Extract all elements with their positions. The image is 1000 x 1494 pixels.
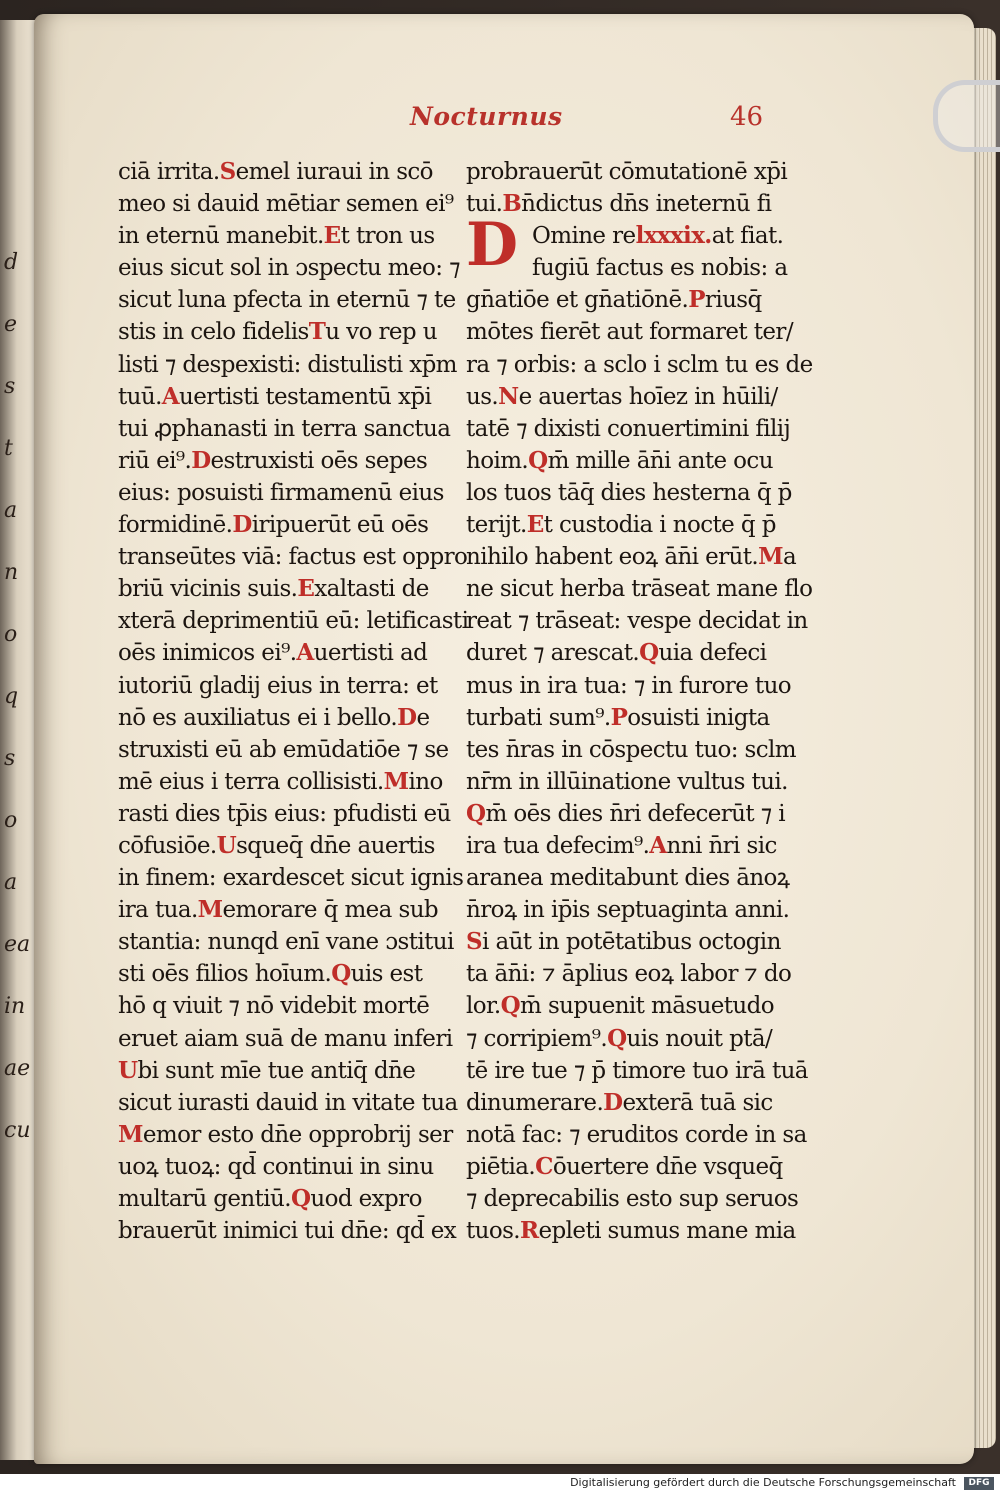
text-line — [466, 316, 826, 348]
line-text: piētia. — [466, 1153, 536, 1180]
line-text: at fiat. — [711, 223, 784, 250]
rubric-initial: M — [758, 543, 783, 571]
line-text: struxisti eū ab emūdatiōe ⁊ se — [118, 736, 449, 763]
text-line — [466, 1023, 826, 1055]
text-line — [118, 381, 468, 413]
line-text: notā fac: ⁊ eruditos corde in sa — [466, 1121, 807, 1148]
line-text: uoꝝ tuoꝝ: qd̄ continui in sinu — [118, 1153, 434, 1180]
text-line — [118, 958, 468, 990]
text-line — [466, 1151, 826, 1183]
facing-page-fragment: a — [4, 870, 18, 895]
text-line — [466, 926, 826, 958]
line-text: us. — [466, 383, 499, 410]
text-line — [466, 284, 826, 316]
facing-page-fragment: q — [4, 684, 19, 709]
rubric-initial: T — [308, 318, 326, 346]
folio-number: 46 — [730, 102, 764, 132]
line-text: n̄roꝝ in ip̄is septuaginta anni. — [466, 897, 790, 924]
text-line — [118, 1119, 468, 1151]
facing-page-fragment: ae — [4, 1056, 31, 1081]
line-text: duret ⁊ arescat. — [466, 640, 640, 667]
text-line — [118, 734, 468, 766]
text-line — [118, 252, 468, 284]
text-line — [466, 766, 826, 798]
line-text: briū vicinis suis. — [118, 576, 298, 603]
text-line — [466, 862, 826, 894]
rubric-initial: M — [383, 767, 409, 795]
line-text: tes n̄ras in cōspectu tuo: sclm — [466, 736, 797, 763]
line-text: t tron us — [340, 223, 435, 250]
text-line — [118, 188, 468, 220]
text-line — [466, 349, 826, 381]
line-text: ino — [408, 768, 443, 795]
text-line — [118, 156, 468, 188]
rubric-initial: C — [535, 1152, 553, 1180]
line-text: squeq̄ dn̄e auertis — [236, 832, 435, 859]
text-line — [118, 926, 468, 958]
rubric-initial: S — [466, 928, 483, 956]
text-line — [466, 413, 826, 445]
line-text: ⁊ corripiem⁹. — [466, 1025, 608, 1052]
line-text: n̄dictus dn̄s ineternū fi — [521, 191, 772, 218]
line-text: eius sicut sol in ɔspectu meo: ⁊ — [118, 255, 460, 282]
drop-initial: D — [466, 210, 519, 280]
rubric-initial: A — [296, 639, 314, 667]
text-line — [118, 445, 468, 477]
line-text: hoim. — [466, 447, 529, 474]
line-text: oēs inimicos ei⁹. — [118, 640, 297, 667]
line-text: nō es auxiliatus ei i bello. — [118, 704, 398, 731]
facing-page-fragment: ea — [4, 932, 31, 957]
line-text: stantia: nunqd enī vane ɔstitui — [118, 929, 454, 956]
rubric-initial: E — [297, 575, 315, 603]
line-text: t custodia i nocte q̄ p̄ — [543, 512, 776, 539]
line-text: listi ⁊ despexisti: distulisti xp̄m — [118, 351, 457, 378]
text-line — [466, 958, 826, 990]
text-line — [118, 541, 468, 573]
text-line — [466, 798, 826, 830]
rubric-initial: D — [397, 703, 417, 731]
line-text: stis in celo fidelis — [118, 319, 309, 346]
rubric-initial: E — [323, 222, 341, 250]
text-line — [466, 509, 826, 541]
text-line — [118, 990, 468, 1022]
facing-page-fragment: e — [4, 312, 18, 337]
text-line — [466, 1055, 826, 1087]
right-text-column — [466, 156, 826, 1247]
text-line — [118, 605, 468, 637]
line-text: ira tua. — [118, 897, 198, 924]
text-line — [466, 830, 826, 862]
line-text: exterā tuā sic — [622, 1089, 773, 1116]
text-line — [466, 990, 826, 1022]
line-text: mōtes fierēt aut formaret ter/ — [466, 319, 793, 346]
text-line — [466, 637, 826, 669]
line-text: tatē ⁊ dixisti conuertimini filij — [466, 415, 791, 442]
facing-page-fragment: t — [4, 436, 13, 461]
rubric-initial: D — [603, 1088, 623, 1116]
rubric-initial: Q — [466, 799, 486, 827]
facing-page-fragment: o — [4, 808, 18, 833]
text-line — [118, 894, 468, 926]
rubric-initial: N — [498, 382, 519, 410]
line-text: emor esto dn̄e opprobrij ser — [142, 1121, 453, 1148]
line-text: a — [782, 544, 797, 571]
facing-page-fragment: cu — [4, 1118, 31, 1143]
rubric-initial: D — [191, 446, 211, 474]
facing-page-fragment: n — [4, 560, 19, 585]
line-text: turbati sum⁹. — [466, 704, 611, 731]
facing-page-fragment: a — [4, 498, 18, 523]
rubric-initial: A — [161, 382, 180, 410]
running-title: Nocturnus — [410, 102, 563, 131]
line-text: rasti dies tp̄is eius: pfudisti eū — [118, 800, 451, 827]
facing-page-fragment: o — [4, 622, 18, 647]
line-text: eruet aiam suā de manu inferi — [118, 1025, 453, 1052]
line-text: lor. — [466, 993, 501, 1020]
line-text: terijt. — [466, 512, 527, 539]
footer-bar — [0, 1474, 1000, 1494]
line-text: reat ⁊ trāseat: vespe decidat in — [466, 608, 808, 635]
facing-page-fragment: s — [4, 746, 16, 771]
text-line — [118, 830, 468, 862]
rubric-initial: Q — [500, 992, 521, 1020]
line-text: i aūt in potētatibus octogin — [482, 929, 781, 956]
line-text: emorare q̄ mea sub — [222, 897, 439, 924]
dfg-logo: DFG — [964, 1477, 994, 1490]
text-line — [466, 541, 826, 573]
line-text: nihilo habent eoꝝ ān̄i erūt. — [466, 544, 759, 571]
line-text: formidinē. — [118, 512, 233, 539]
line-text: in finem: exardescet sicut ignis — [118, 865, 464, 892]
line-text: los tuos tāq̄ dies hesterna q̄ p̄ — [466, 479, 792, 506]
line-text: estruxisti oēs sepes — [210, 447, 428, 474]
line-text: riū ei⁹. — [118, 447, 192, 474]
text-line — [466, 1183, 826, 1215]
text-line — [118, 316, 468, 348]
line-text: dinumerare. — [466, 1089, 604, 1116]
line-text: gn̄atiōe et gn̄atiōnē. — [466, 287, 689, 314]
line-text: sti oēs filios hoīum. — [118, 961, 332, 988]
line-text: uod expro — [310, 1186, 422, 1212]
rubric-initial: Q — [331, 960, 351, 988]
text-line — [118, 220, 468, 252]
line-text: meo si dauid mētiar semen ei⁹ — [118, 191, 454, 218]
line-text: tui. — [466, 191, 503, 218]
text-line — [466, 702, 826, 734]
line-text: mus in ira tua: ⁊ in furore tuo — [466, 672, 792, 699]
line-text: riusq̄ — [704, 287, 762, 314]
line-text: tui ꝓphanasti in terra sanctua — [118, 415, 451, 442]
line-text: nr̄m in illūinatione vultus tui. — [466, 768, 788, 795]
line-text: uertisti testamentū xp̄i — [179, 383, 432, 410]
text-line — [466, 381, 826, 413]
line-text: mē eius i terra collisisti. — [118, 768, 384, 795]
text-line — [466, 605, 826, 637]
line-text: nni n̄ri sic — [666, 832, 777, 859]
facing-page-fragment: in — [4, 994, 26, 1019]
facing-page-fragment: s — [4, 374, 16, 399]
line-text: brauerūt inimici tui dn̄e: qd̄ ex — [118, 1218, 457, 1245]
rubric-initial: R — [520, 1217, 539, 1245]
rubric-initial: D — [232, 511, 252, 539]
line-text: u vo rep u — [325, 319, 437, 346]
text-line — [466, 670, 826, 702]
rubric-initial: P — [610, 703, 628, 731]
rubric-initial: Q — [528, 446, 548, 474]
rubric-initial: M — [197, 896, 223, 924]
text-line — [466, 445, 826, 477]
text-line — [118, 509, 468, 541]
rubric-initial: B — [502, 190, 522, 218]
line-text: e auertas hoīez in hūili/ — [518, 383, 778, 410]
rubric-initial: Q — [639, 639, 659, 667]
line-text: osuisti inigta — [627, 704, 770, 731]
line-text: ira tua defecim⁹. — [466, 832, 650, 859]
text-line — [118, 349, 468, 381]
rubric-initial: Q — [290, 1185, 311, 1212]
text-line — [118, 413, 468, 445]
text-line — [118, 862, 468, 894]
line-text: m̄ mille ān̄i ante ocu — [547, 447, 773, 474]
line-text: sicut luna pfecta in eternū ⁊ te — [118, 287, 456, 314]
line-text: tuū. — [118, 383, 162, 410]
line-text: eius: posuisti firmamenū eius — [118, 479, 444, 506]
page-header — [0, 102, 1000, 142]
line-text: uis est — [350, 961, 423, 988]
text-line — [466, 894, 826, 926]
text-line — [466, 1119, 826, 1151]
line-text: ne sicut herba trāseat mane flo — [466, 576, 813, 603]
rubric-initial: P — [688, 286, 705, 314]
line-text: sicut iurasti dauid in vitate tua — [118, 1089, 458, 1116]
rubric-initial: U — [216, 831, 237, 859]
text-line — [118, 798, 468, 830]
text-line — [118, 702, 468, 734]
line-text: ciā irrita. — [118, 159, 220, 185]
rubric-initial: lxxxix. — [635, 222, 712, 250]
text-line — [466, 1087, 826, 1119]
rubric-initial: S — [219, 158, 236, 185]
text-line — [118, 1055, 468, 1087]
rubric-initial: A — [649, 831, 667, 859]
line-text: Omine re — [532, 223, 636, 250]
rubric-initial: E — [526, 511, 544, 539]
line-text: aranea meditabunt dies ānoꝝ — [466, 865, 790, 892]
line-text: in eternū manebit. — [118, 223, 324, 250]
line-text: ra ⁊ orbis: a sclo i sclm tu es de — [466, 351, 813, 378]
line-text: uis nouit ptā/ — [626, 1025, 773, 1052]
text-line — [118, 1151, 468, 1183]
line-text: ōuertere dn̄e vsqueq̄ — [552, 1153, 783, 1180]
text-line — [118, 670, 468, 702]
text-line — [118, 766, 468, 798]
line-text: hō q viuit ⁊ nō videbit mortē — [118, 993, 430, 1020]
rubric-initial: U — [118, 1056, 138, 1084]
text-line — [118, 1023, 468, 1055]
line-text: iutoriū gladij eius in terra: et — [118, 672, 438, 699]
line-text: xaltasti de — [314, 576, 429, 603]
text-line — [466, 156, 826, 188]
line-text: probrauerūt cōmutationē xp̄i — [466, 159, 788, 185]
line-text: ta ān̄i: ⁊ āplius eoꝝ labor ⁊ do — [466, 961, 792, 988]
text-line — [466, 573, 826, 605]
line-text: m̄ oēs dies n̄ri defecerūt ⁊ i — [485, 800, 786, 827]
line-text: cōfusiōe. — [118, 832, 217, 859]
text-line — [466, 1215, 826, 1247]
text-line — [118, 637, 468, 669]
text-line — [118, 1183, 468, 1215]
line-text: xterā deprimentiū eū: letificasti — [118, 608, 468, 635]
facing-page-fragment: d — [4, 250, 19, 275]
line-text: uertisti ad — [313, 640, 428, 667]
rubric-initial: M — [118, 1120, 143, 1148]
line-text: uia defeci — [658, 640, 767, 667]
line-text: fugiū factus es nobis: a — [532, 255, 788, 282]
text-line — [118, 573, 468, 605]
line-text: m̄ supuenit māsuetudo — [520, 993, 775, 1020]
line-text: e — [416, 704, 430, 731]
line-text: tuos. — [466, 1218, 521, 1245]
text-line — [118, 1215, 468, 1247]
funding-credit: Digitalisierung gefördert durch die Deutsche Forschungsgemeinschaft — [570, 1476, 956, 1489]
rubric-initial: Q — [607, 1024, 627, 1052]
text-line — [118, 477, 468, 509]
line-text: iripuerūt eū oēs — [251, 512, 429, 539]
line-text: tē ire tue ⁊ p̄ timore tuo irā tuā — [466, 1057, 808, 1084]
text-line — [118, 1087, 468, 1119]
line-text: transeūtes viā: factus est oppro — [118, 544, 468, 571]
line-text: epleti sumus mane mia — [538, 1218, 796, 1245]
line-text: ⁊ deprecabilis esto sup seruos — [466, 1186, 799, 1212]
text-line — [466, 477, 826, 509]
line-text: bi sunt mīe tue antiq̄ dn̄e — [137, 1057, 416, 1084]
line-text: multarū gentiū. — [118, 1186, 291, 1212]
line-text: emel iuraui in scō — [235, 159, 433, 185]
text-line — [118, 284, 468, 316]
left-text-column — [118, 156, 468, 1247]
text-line — [466, 734, 826, 766]
